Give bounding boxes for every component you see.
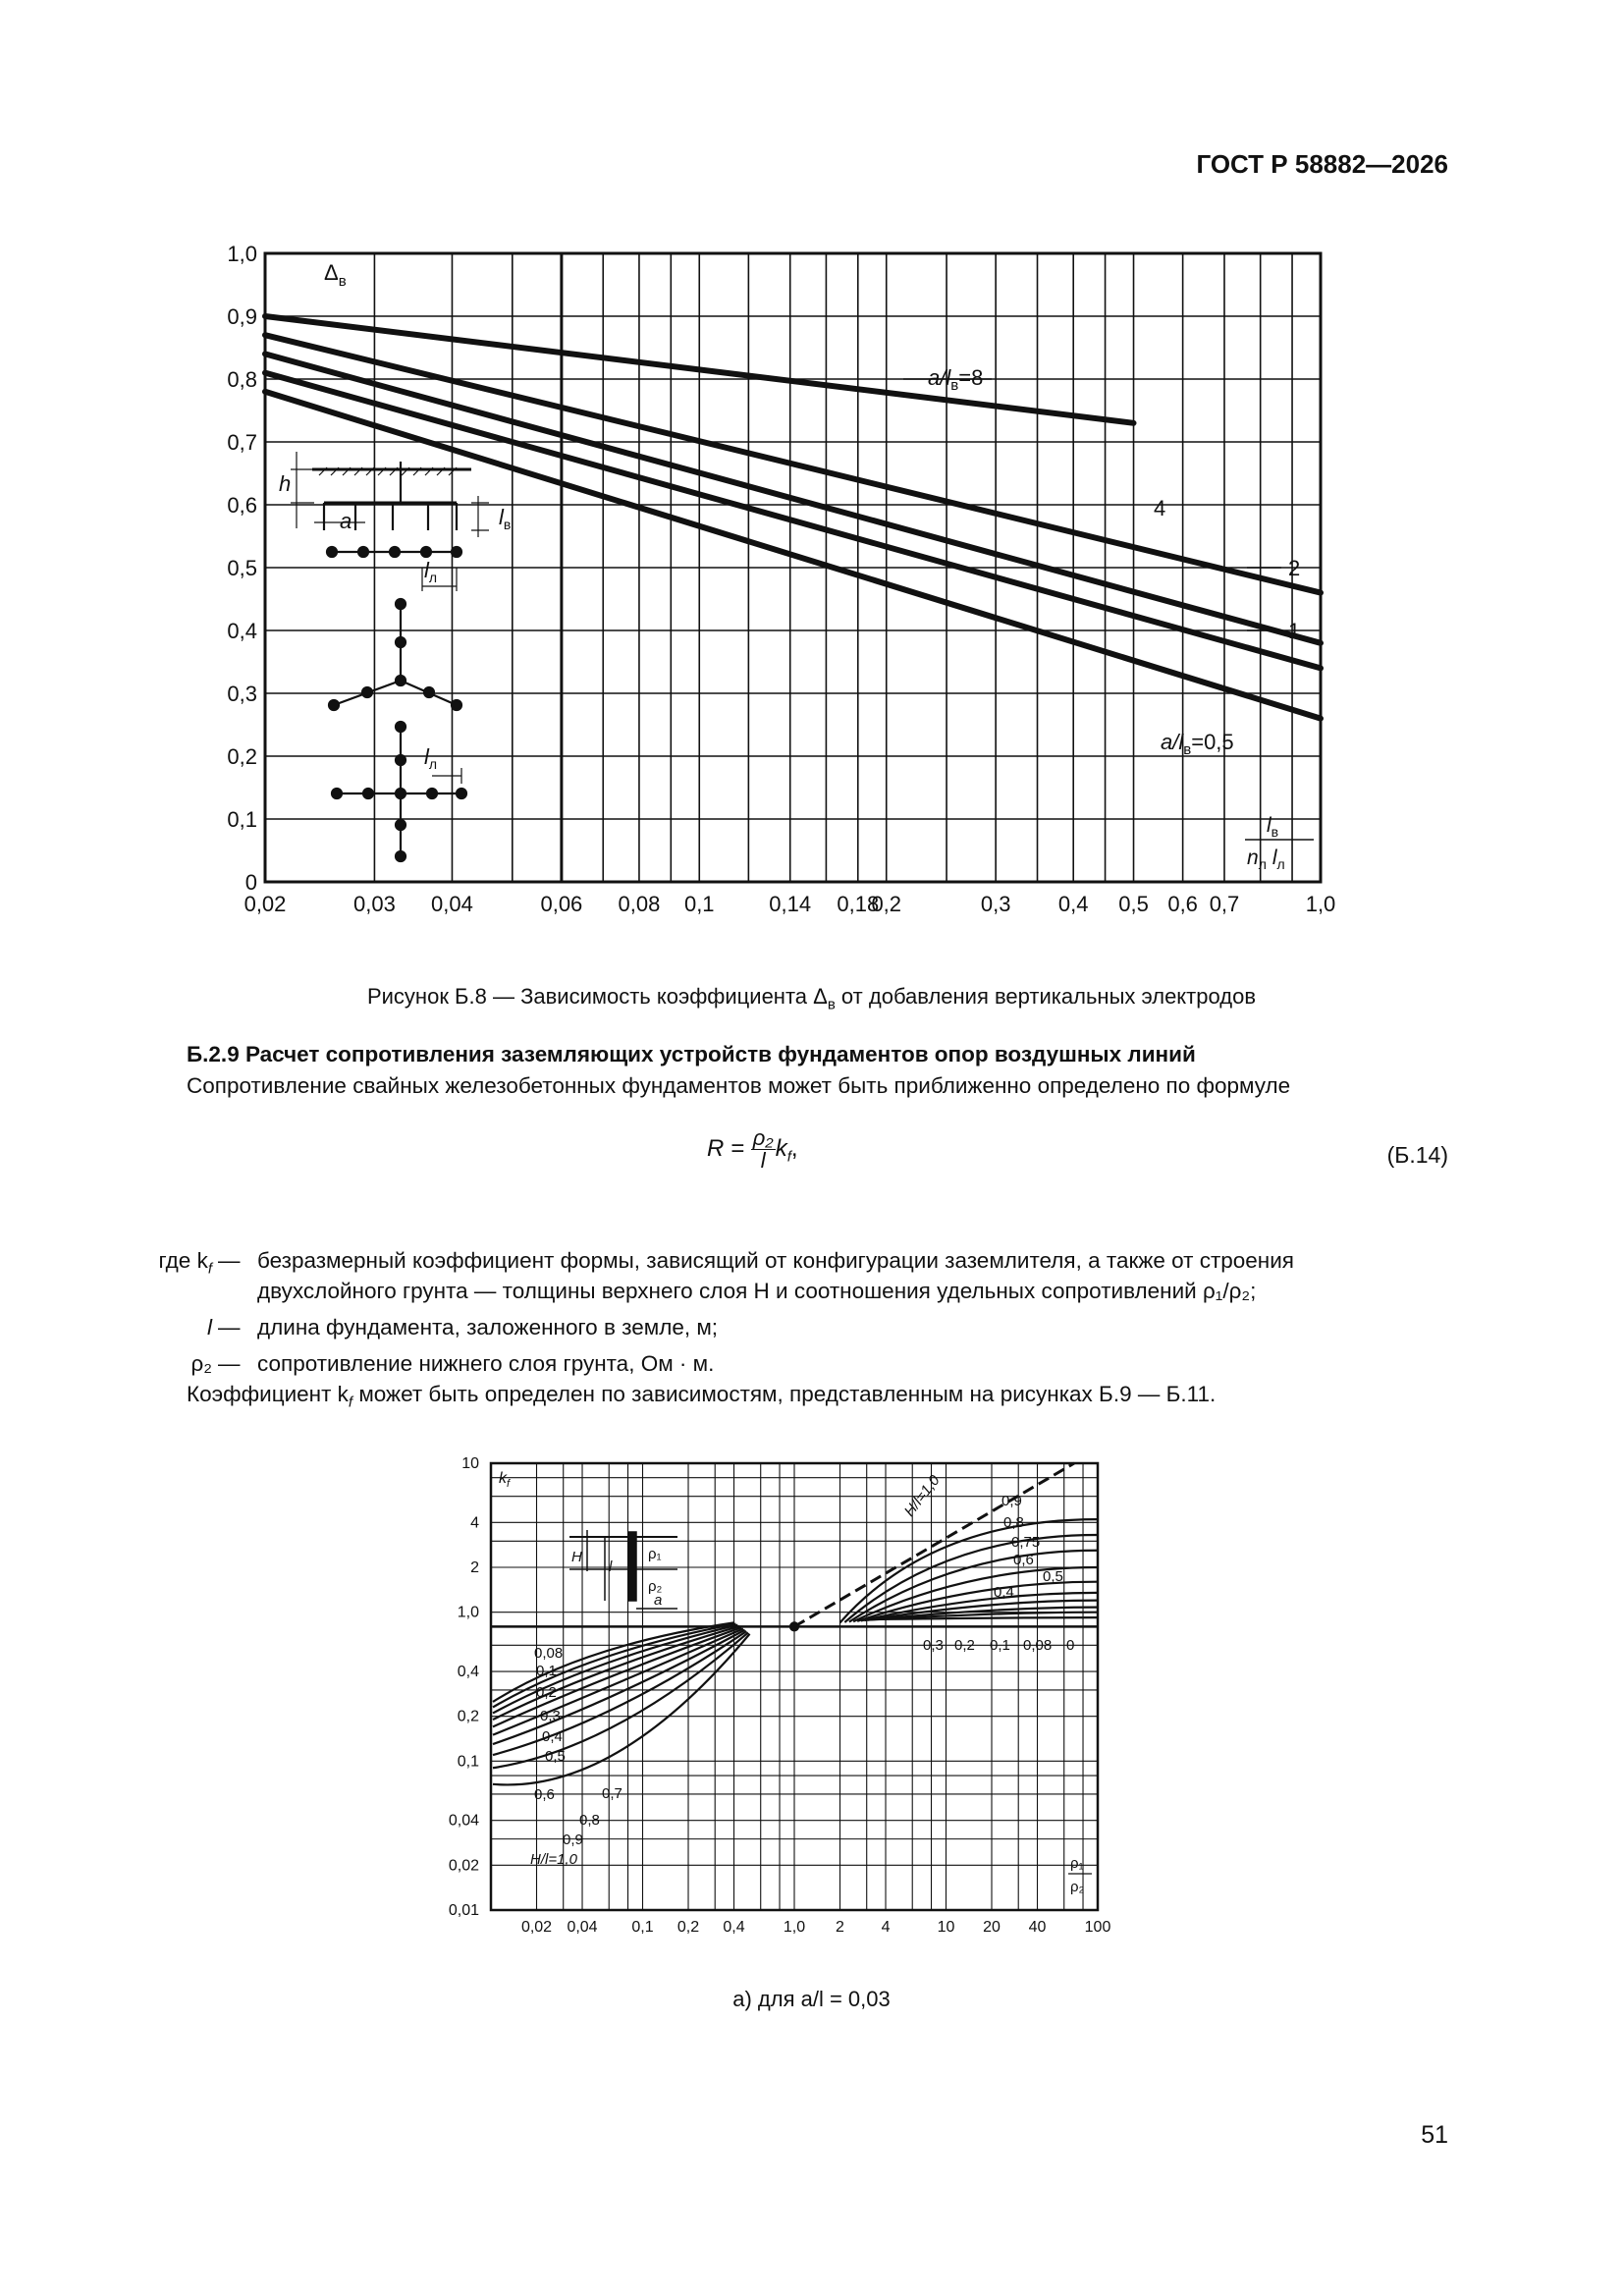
fig2-x-tick: 0,1 <box>631 1919 654 1936</box>
fig2-inset-labels <box>571 1546 663 1609</box>
fig2-lower-label: 0,1 <box>536 1663 557 1679</box>
fig2-x-tick: 1,0 <box>783 1919 806 1936</box>
svg-text:a: a <box>654 1592 663 1609</box>
fig2-y-tick: 1,0 <box>457 1604 479 1621</box>
fig2-lower-label: 0,3 <box>540 1708 561 1724</box>
fig2-upper-label: 0,9 <box>1001 1493 1022 1509</box>
fig2-lower-label: H/l=1,0 <box>530 1851 577 1868</box>
fig2-x-tick: 100 <box>1084 1919 1111 1936</box>
fig2-lower-curve <box>493 1627 741 1726</box>
fig2-y-tick: 0,04 <box>448 1812 479 1830</box>
svg-text:l: l <box>609 1558 613 1575</box>
fig2-y-axis-label: $k_f$ <box>499 1470 511 1490</box>
fig1-inset-diagram <box>291 452 489 861</box>
fig2-x-tick: 0,2 <box>676 1919 700 1936</box>
section-text: Сопротивление свайных железобетонных фундаментов может быть приближенно определено по формуле <box>187 1073 1291 1098</box>
fig2-x-tick: 2 <box>836 1919 844 1936</box>
fig1-series-line <box>265 373 1321 669</box>
fig2-upper-label: 0,75 <box>1011 1534 1041 1551</box>
fig1-x-tick: 0,1 <box>683 892 715 916</box>
fig1-y-tick-labels <box>227 242 257 895</box>
series-label-2: 2 <box>1288 556 1301 580</box>
fig1-y-tick: 0,3 <box>227 682 257 706</box>
fig2-y-tick: 0,4 <box>457 1664 479 1681</box>
fig2-mid-label: 0,1 <box>990 1637 1010 1654</box>
series-label-a-lv-8: $a/l_в=8$ <box>928 365 984 394</box>
fig1-x-tick: 0,06 <box>540 892 583 916</box>
fig1-y-tick: 0,9 <box>227 304 257 329</box>
document-header: ГОСТ Р 58882—2026 <box>1196 149 1448 179</box>
fig2-mid-label: 0 <box>1066 1637 1075 1654</box>
fig2-lower-label: 0,5 <box>545 1748 566 1765</box>
fig1-x-tick: 0,6 <box>1167 892 1198 916</box>
svg-text:lл: $l_л$ <box>424 744 438 772</box>
fig2-lower-label: 0,8 <box>579 1812 600 1829</box>
series-label-4: 4 <box>1154 496 1166 520</box>
fig1-x-tick: 0,4 <box>1057 892 1089 916</box>
fig1-x-tick: 0,5 <box>1118 892 1149 916</box>
svg-text:ρ₂: ρ₂ <box>648 1578 663 1595</box>
fig2-y-tick: 0,1 <box>457 1753 479 1771</box>
figure-b8-caption: Рисунок Б.8 — Зависимость коэффициента $\Delta_в$ от добавления вертикальных электродов <box>366 984 1257 1013</box>
fig2-x-tick: 20 <box>983 1919 1001 1936</box>
svg-text:ρ₂: ρ₂ <box>1070 1879 1085 1895</box>
formula-b14: R = $\frac{\text{ρ₂}}{l}$ $k_f$, <box>707 1125 798 1173</box>
figure-b9a-chart <box>0 1434 1623 1984</box>
svg-text:ρ₁: ρ₁ <box>648 1546 662 1562</box>
fig1-y-tick: 0,2 <box>227 744 257 769</box>
fig2-lower-label: 0,2 <box>536 1684 557 1701</box>
fig2-curves <box>493 1463 1098 1784</box>
fig1-x-tick: 0,3 <box>980 892 1011 916</box>
fig1-y-tick: 1,0 <box>227 242 257 266</box>
svg-text:lл: $l_л$ <box>424 558 438 585</box>
figure-b8-chart <box>0 0 1623 943</box>
fig2-upper-label: 0,8 <box>1003 1514 1024 1531</box>
fig2-y-tick: 0,2 <box>457 1708 479 1725</box>
svg-text:h: h <box>279 471 292 496</box>
series-label-a-lv-05: $a/l_в=0,5$ <box>1161 730 1234 758</box>
fig2-x-tick: 10 <box>937 1919 955 1936</box>
where-list <box>128 1245 1453 1379</box>
fig2-x-tick: 0,4 <box>723 1919 745 1936</box>
fig1-x-tick: 0,08 <box>618 892 661 916</box>
fig2-y-tick: 0,02 <box>448 1857 479 1875</box>
where-item-kf: где $k_f$ — безразмерный коэффициент формы, зависящий от конфигурации заземлителя, а также от строения двухслойного грунта — толщины верхнего слоя H и соотношения удельных сопротивлений ρ₁/ρ₂; <box>158 1248 1294 1303</box>
fig2-lower-label: 0,6 <box>534 1786 555 1803</box>
fig1-y-tick: 0,8 <box>227 367 257 392</box>
fig2-x-tick: 4 <box>881 1919 891 1936</box>
fig1-y-tick: 0,6 <box>227 493 257 518</box>
fig2-x-tick: 0,02 <box>520 1919 553 1936</box>
section-b29 <box>187 1039 1453 1102</box>
fig2-upper-label: 0,4 <box>994 1584 1014 1601</box>
fig1-x-tick: 0,03 <box>353 892 396 916</box>
fig1-y-tick: 0,4 <box>227 619 257 643</box>
fig2-upper-label: 0,5 <box>1043 1568 1063 1585</box>
fig1-x-tick: 0,14 <box>769 892 812 916</box>
fig2-y-tick: 10 <box>461 1455 479 1472</box>
fig2-lower-label: 0,4 <box>542 1728 563 1745</box>
where-item-l: l — длина фундамента, заложенного в земле, м; <box>207 1315 719 1339</box>
fig2-mid-label: 0,3 <box>923 1637 944 1654</box>
fig2-mid-label: 0,08 <box>1023 1637 1053 1654</box>
fig1-y-tick: 0,7 <box>227 430 257 455</box>
fig1-x-tick: 0,2 <box>871 892 902 916</box>
fig1-y-tick: 0,5 <box>227 556 257 580</box>
svg-text:nлlл: $n_л$ $l_л$ <box>1247 847 1285 872</box>
fig2-upper-label: 0,6 <box>1013 1552 1034 1568</box>
fig1-y-axis-label: $\Delta_в$ <box>324 260 347 290</box>
fig1-y-tick: 0,1 <box>227 807 257 832</box>
section-title: Б.2.9 Расчет сопротивления заземляющих устройств фундаментов опор воздушных линий <box>187 1042 1196 1066</box>
figure-b9a-caption: а) для a/l = 0,03 <box>732 1987 891 2011</box>
fig2-lower-label: 0,08 <box>534 1645 564 1662</box>
fig1-x-tick: 1,0 <box>1305 892 1336 916</box>
where-item-rho2: ρ₂ — сопротивление нижнего слоя грунта, Ом · м. <box>190 1351 715 1376</box>
fig2-y-tick: 4 <box>470 1514 479 1532</box>
fig2-x-axis-fraction <box>1068 1855 1092 1895</box>
fig2-y-tick-labels <box>449 1455 479 1919</box>
fig1-x-tick-labels <box>244 892 1336 916</box>
svg-text:a: a <box>340 509 352 533</box>
svg-text:H: H <box>571 1549 582 1565</box>
kf-note: Коэффициент $k_f$ может быть определен по зависимостям, представленным на рисунках Б.9 — Б.11. <box>187 1382 1217 1411</box>
fig1-x-tick: 0,04 <box>431 892 473 916</box>
svg-text:lв: $l_в$ <box>1267 814 1279 840</box>
series-label-1: 1 <box>1288 619 1301 643</box>
fig2-x-tick-labels <box>521 1919 1111 1936</box>
equation-number: (Б.14) <box>1386 1142 1448 1168</box>
fig2-y-tick: 0,01 <box>448 1902 479 1919</box>
page-number: 51 <box>1421 2121 1448 2149</box>
fig2-dashed-label: H/l=1,0 <box>900 1472 944 1520</box>
fig2-x-tick: 40 <box>1028 1919 1047 1936</box>
fig2-lower-curve <box>493 1626 739 1720</box>
fig1-x-axis-fraction <box>1245 814 1314 872</box>
fig2-x-tick: 0,04 <box>567 1919 598 1936</box>
fig1-x-tick: 0,02 <box>243 892 287 916</box>
fig2-mid-label: 0,2 <box>954 1637 975 1654</box>
fig1-x-tick: 0,7 <box>1209 892 1240 916</box>
svg-text:lв: $l_в$ <box>499 505 512 532</box>
svg-text:ρ₁: ρ₁ <box>1070 1855 1084 1872</box>
fig1-y-tick: 0 <box>244 870 257 895</box>
fig1-x-tick: 0,18 <box>837 892 880 916</box>
fig2-lower-label: 0,7 <box>602 1785 622 1802</box>
fig2-y-tick: 2 <box>470 1559 479 1577</box>
fig2-lower-label: 0,9 <box>563 1831 583 1848</box>
